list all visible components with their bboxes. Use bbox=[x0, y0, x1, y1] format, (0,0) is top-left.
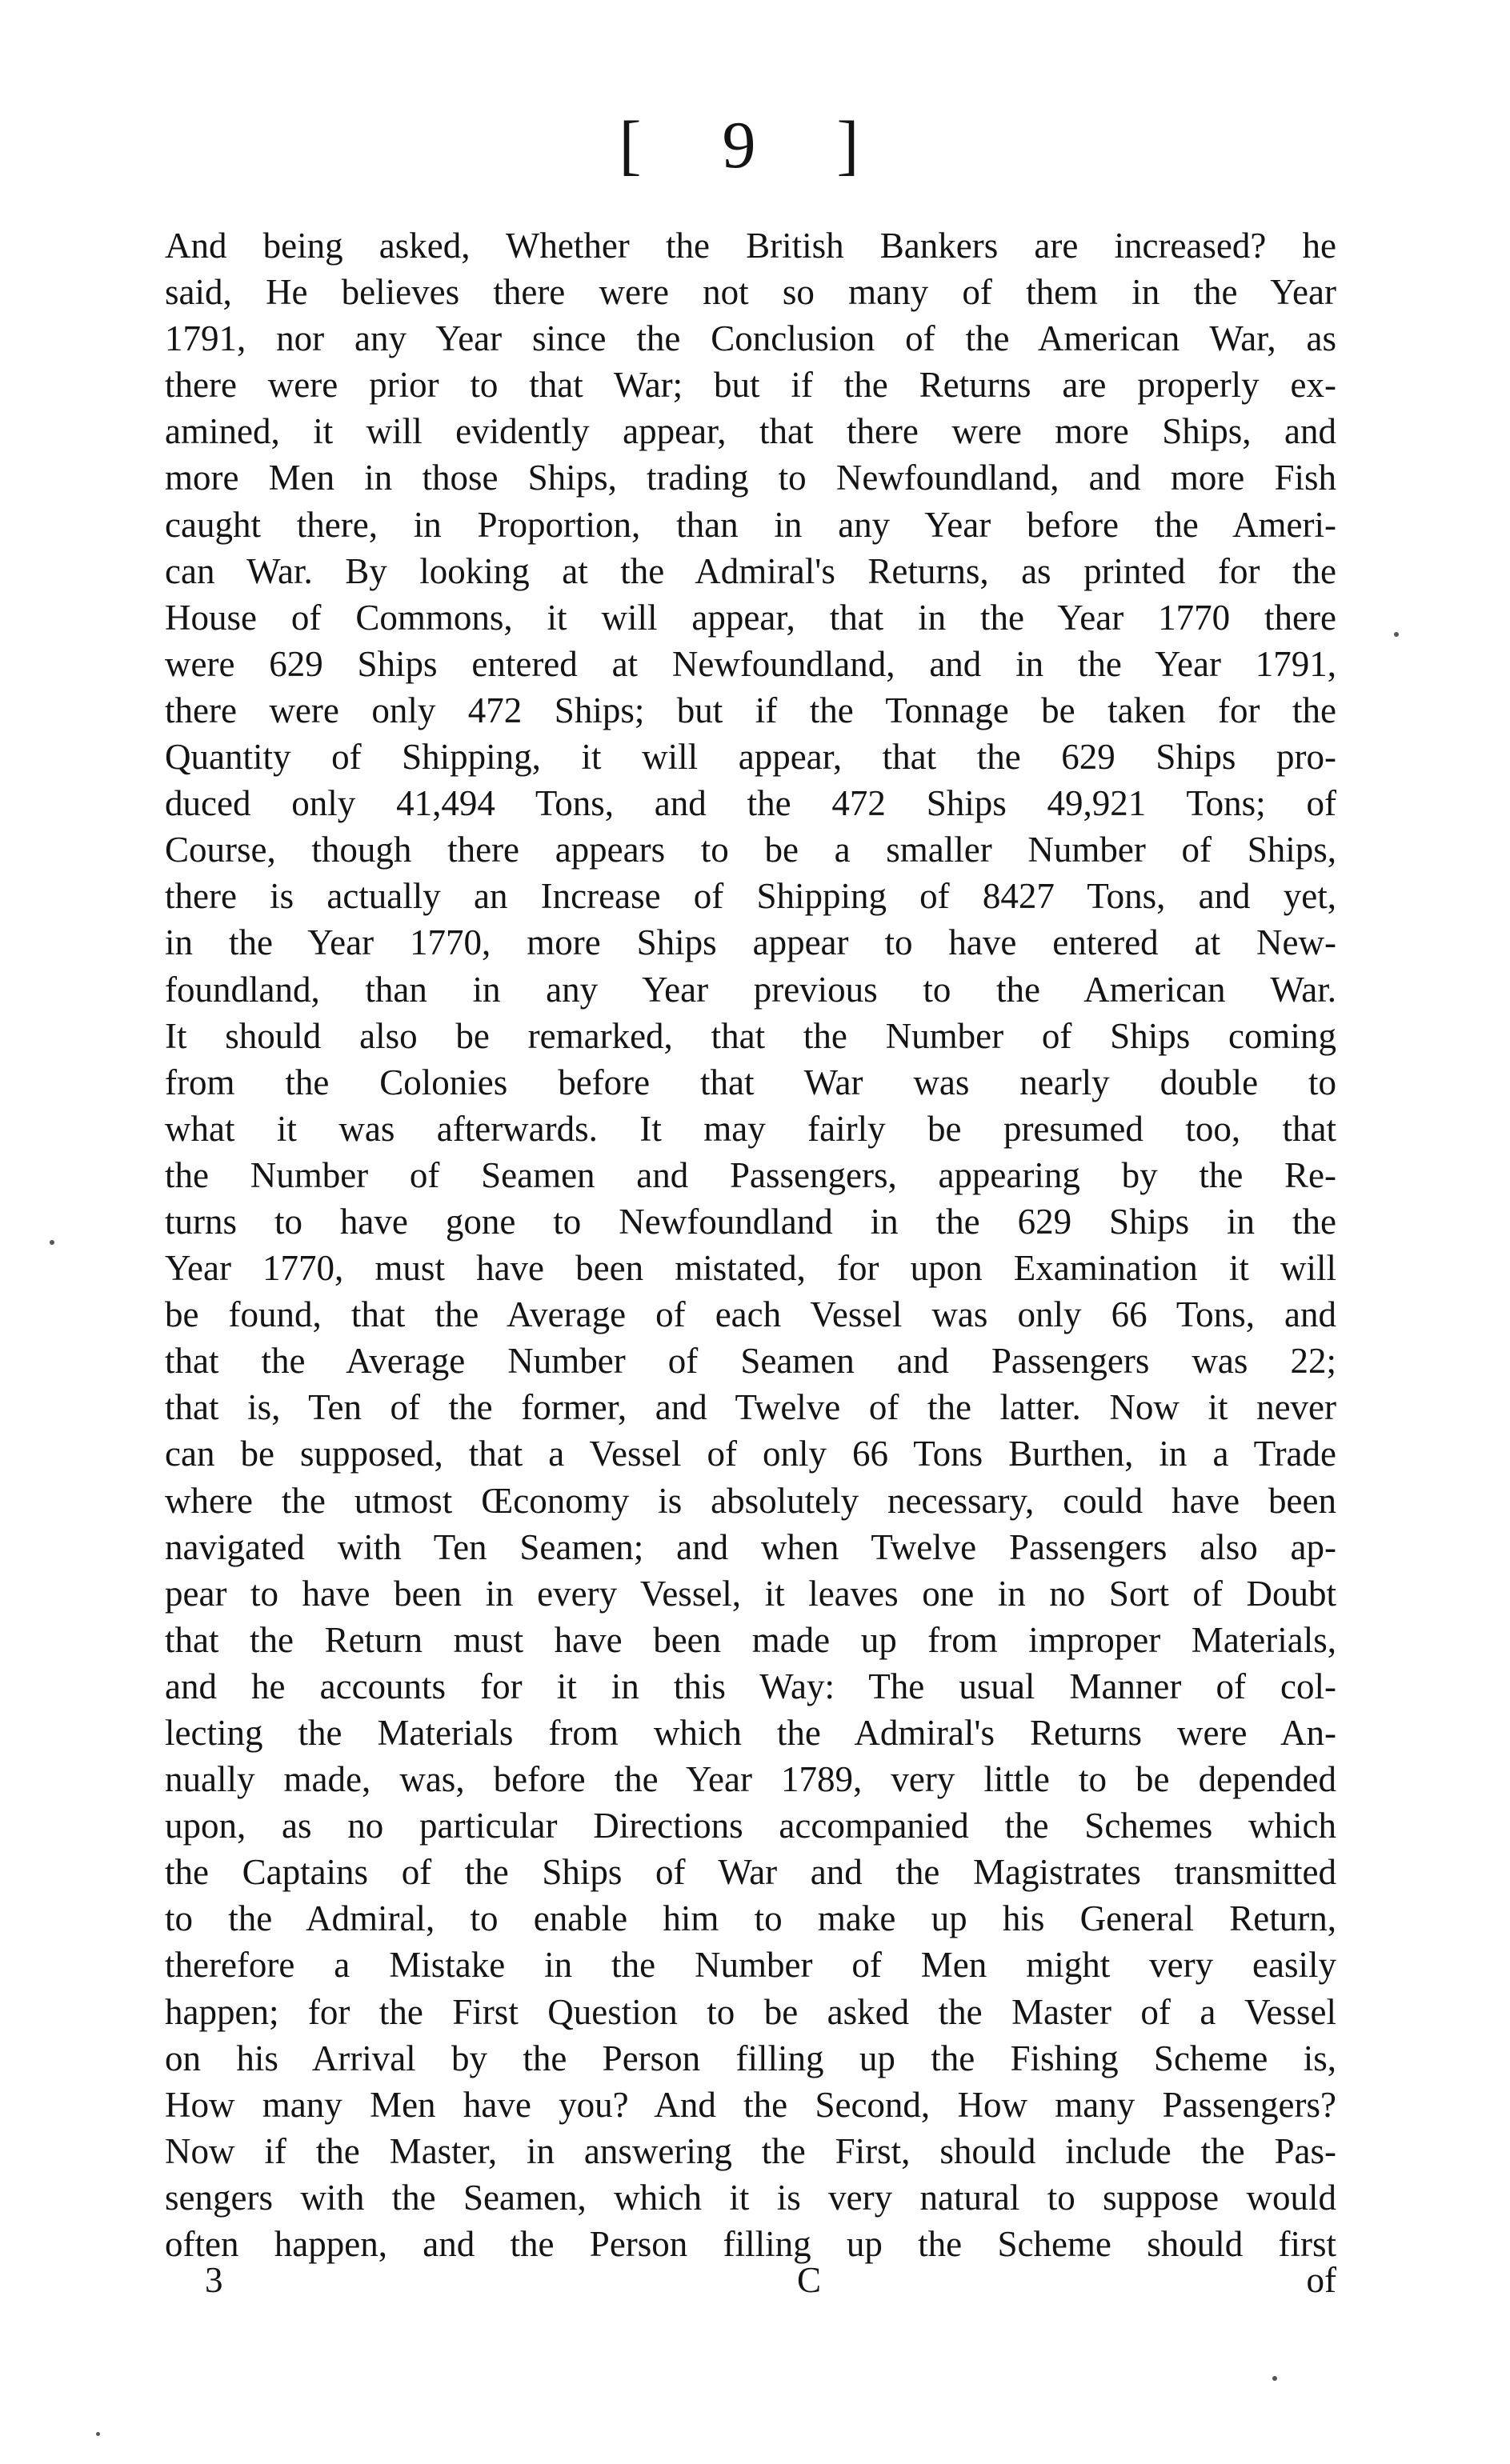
text-line: that is, Ten of the former, and Twelve of the latter. Now it never bbox=[165, 1387, 1336, 1428]
text-line: amined, it will evidently appear, that there were more Ships, and bbox=[165, 411, 1336, 452]
scan-speck bbox=[1394, 632, 1399, 637]
text-line: in the Year 1770, more Ships appear to have entered at New- bbox=[165, 922, 1336, 963]
text-line: be found, that the Average of each Vessel was only 66 Tons, and bbox=[165, 1294, 1336, 1335]
scan-speck bbox=[96, 2432, 100, 2436]
page-footer bbox=[165, 2256, 1336, 2304]
text-line: nually made, was, before the Year 1789, very little to be depended bbox=[165, 1759, 1336, 1800]
text-line: the Number of Seamen and Passengers, appearing by the Re- bbox=[165, 1154, 1336, 1195]
text-line: more Men in those Ships, trading to Newfoundland, and more Fish bbox=[165, 458, 1336, 498]
text-line: what it was afterwards. It may fairly be presumed too, that bbox=[165, 1108, 1336, 1149]
text-line: the Captains of the Ships of War and the Magistrates transmitted bbox=[165, 1852, 1336, 1893]
text-line: said, He believes there were not so many of them in the Year bbox=[165, 272, 1336, 313]
text-line: How many Men have you? And the Second, How many Passengers? bbox=[165, 2084, 1336, 2125]
text-line: pear to have been in every Vessel, it leaves one in no Sort of Doubt bbox=[165, 1573, 1336, 1614]
text-line: there were prior to that War; but if the Returns are properly ex- bbox=[165, 365, 1336, 406]
text-line: on his Arrival by the Person filling up the Fishing Scheme is, bbox=[165, 2038, 1336, 2078]
text-line: there is actually an Increase of Shipping of 8427 Tons, and yet, bbox=[165, 876, 1336, 917]
text-line: that the Return must have been made up from improper Materials, bbox=[165, 1619, 1336, 1660]
text-line: to the Admiral, to enable him to make up his General Return, bbox=[165, 1898, 1336, 1939]
catchword: of bbox=[1306, 2260, 1336, 2300]
text-line: lecting the Materials from which the Admiral's Returns were An- bbox=[165, 1713, 1336, 1753]
text-line: sengers with the Seamen, which it is very natural to suppose would bbox=[165, 2177, 1336, 2218]
scan-speck bbox=[1272, 2376, 1277, 2381]
text-line: can be supposed, that a Vessel of only 66 Tons Burthen, in a Trade bbox=[165, 1434, 1336, 1474]
text-line: therefore a Mistake in the Number of Men might very easily bbox=[165, 1945, 1336, 1986]
scan-speck bbox=[50, 1240, 54, 1245]
text-line: can War. By looking at the Admiral's Returns, as printed for the bbox=[165, 550, 1336, 591]
text-line: that the Average Number of Seamen and Passengers was 22; bbox=[165, 1341, 1336, 1382]
text-line: Now if the Master, in answering the First, should include the Pas- bbox=[165, 2130, 1336, 2171]
text-line: It should also be remarked, that the Number of Ships coming bbox=[165, 1015, 1336, 1056]
text-line: caught there, in Proportion, than in any Year before the Ameri- bbox=[165, 504, 1336, 545]
text-line: Course, though there appears to be a smaller Number of Ships, bbox=[165, 830, 1336, 870]
text-line: where the utmost Œconomy is absolutely necessary, could have been bbox=[165, 1480, 1336, 1521]
text-line: there were only 472 Ships; but if the Tonnage be taken for the bbox=[165, 690, 1336, 730]
text-line: upon, as no particular Directions accompanied the Schemes which bbox=[165, 1806, 1336, 1846]
sheet-mark: C bbox=[797, 2260, 822, 2300]
text-line: from the Colonies before that War was nearly double to bbox=[165, 1062, 1336, 1102]
text-line: foundland, than in any Year previous to the American War. bbox=[165, 969, 1336, 1010]
text-line: House of Commons, it will appear, that in the Year 1770 there bbox=[165, 597, 1336, 638]
text-line: And being asked, Whether the British Bankers are increased? he bbox=[165, 226, 1336, 266]
text-line: and he accounts for it in this Way: The usual Manner of col- bbox=[165, 1666, 1336, 1706]
text-line: Quantity of Shipping, it will appear, that the 629 Ships pro- bbox=[165, 737, 1336, 778]
text-line: happen; for the First Question to be asked the Master of a Vessel bbox=[165, 1991, 1336, 2032]
text-line: Year 1770, must have been mistated, for upon Examination it will bbox=[165, 1248, 1336, 1289]
text-line: 1791, nor any Year since the Conclusion of the American War, as bbox=[165, 318, 1336, 359]
text-line: navigated with Ten Seamen; and when Twelve Passengers also ap- bbox=[165, 1526, 1336, 1567]
text-line: turns to have gone to Newfoundland in the 629 Ships in the bbox=[165, 1201, 1336, 1242]
text-line: often happen, and the Person filling up the Scheme should first bbox=[165, 2224, 1336, 2265]
signature-mark: 3 bbox=[205, 2260, 223, 2300]
body-text bbox=[165, 222, 1336, 2267]
text-line: were 629 Ships entered at Newfoundland, and in the Year 1791, bbox=[165, 643, 1336, 684]
text-line: duced only 41,494 Tons, and the 472 Ships 49,921 Tons; of bbox=[165, 783, 1336, 824]
page-number: [ 9 ] bbox=[619, 108, 891, 182]
